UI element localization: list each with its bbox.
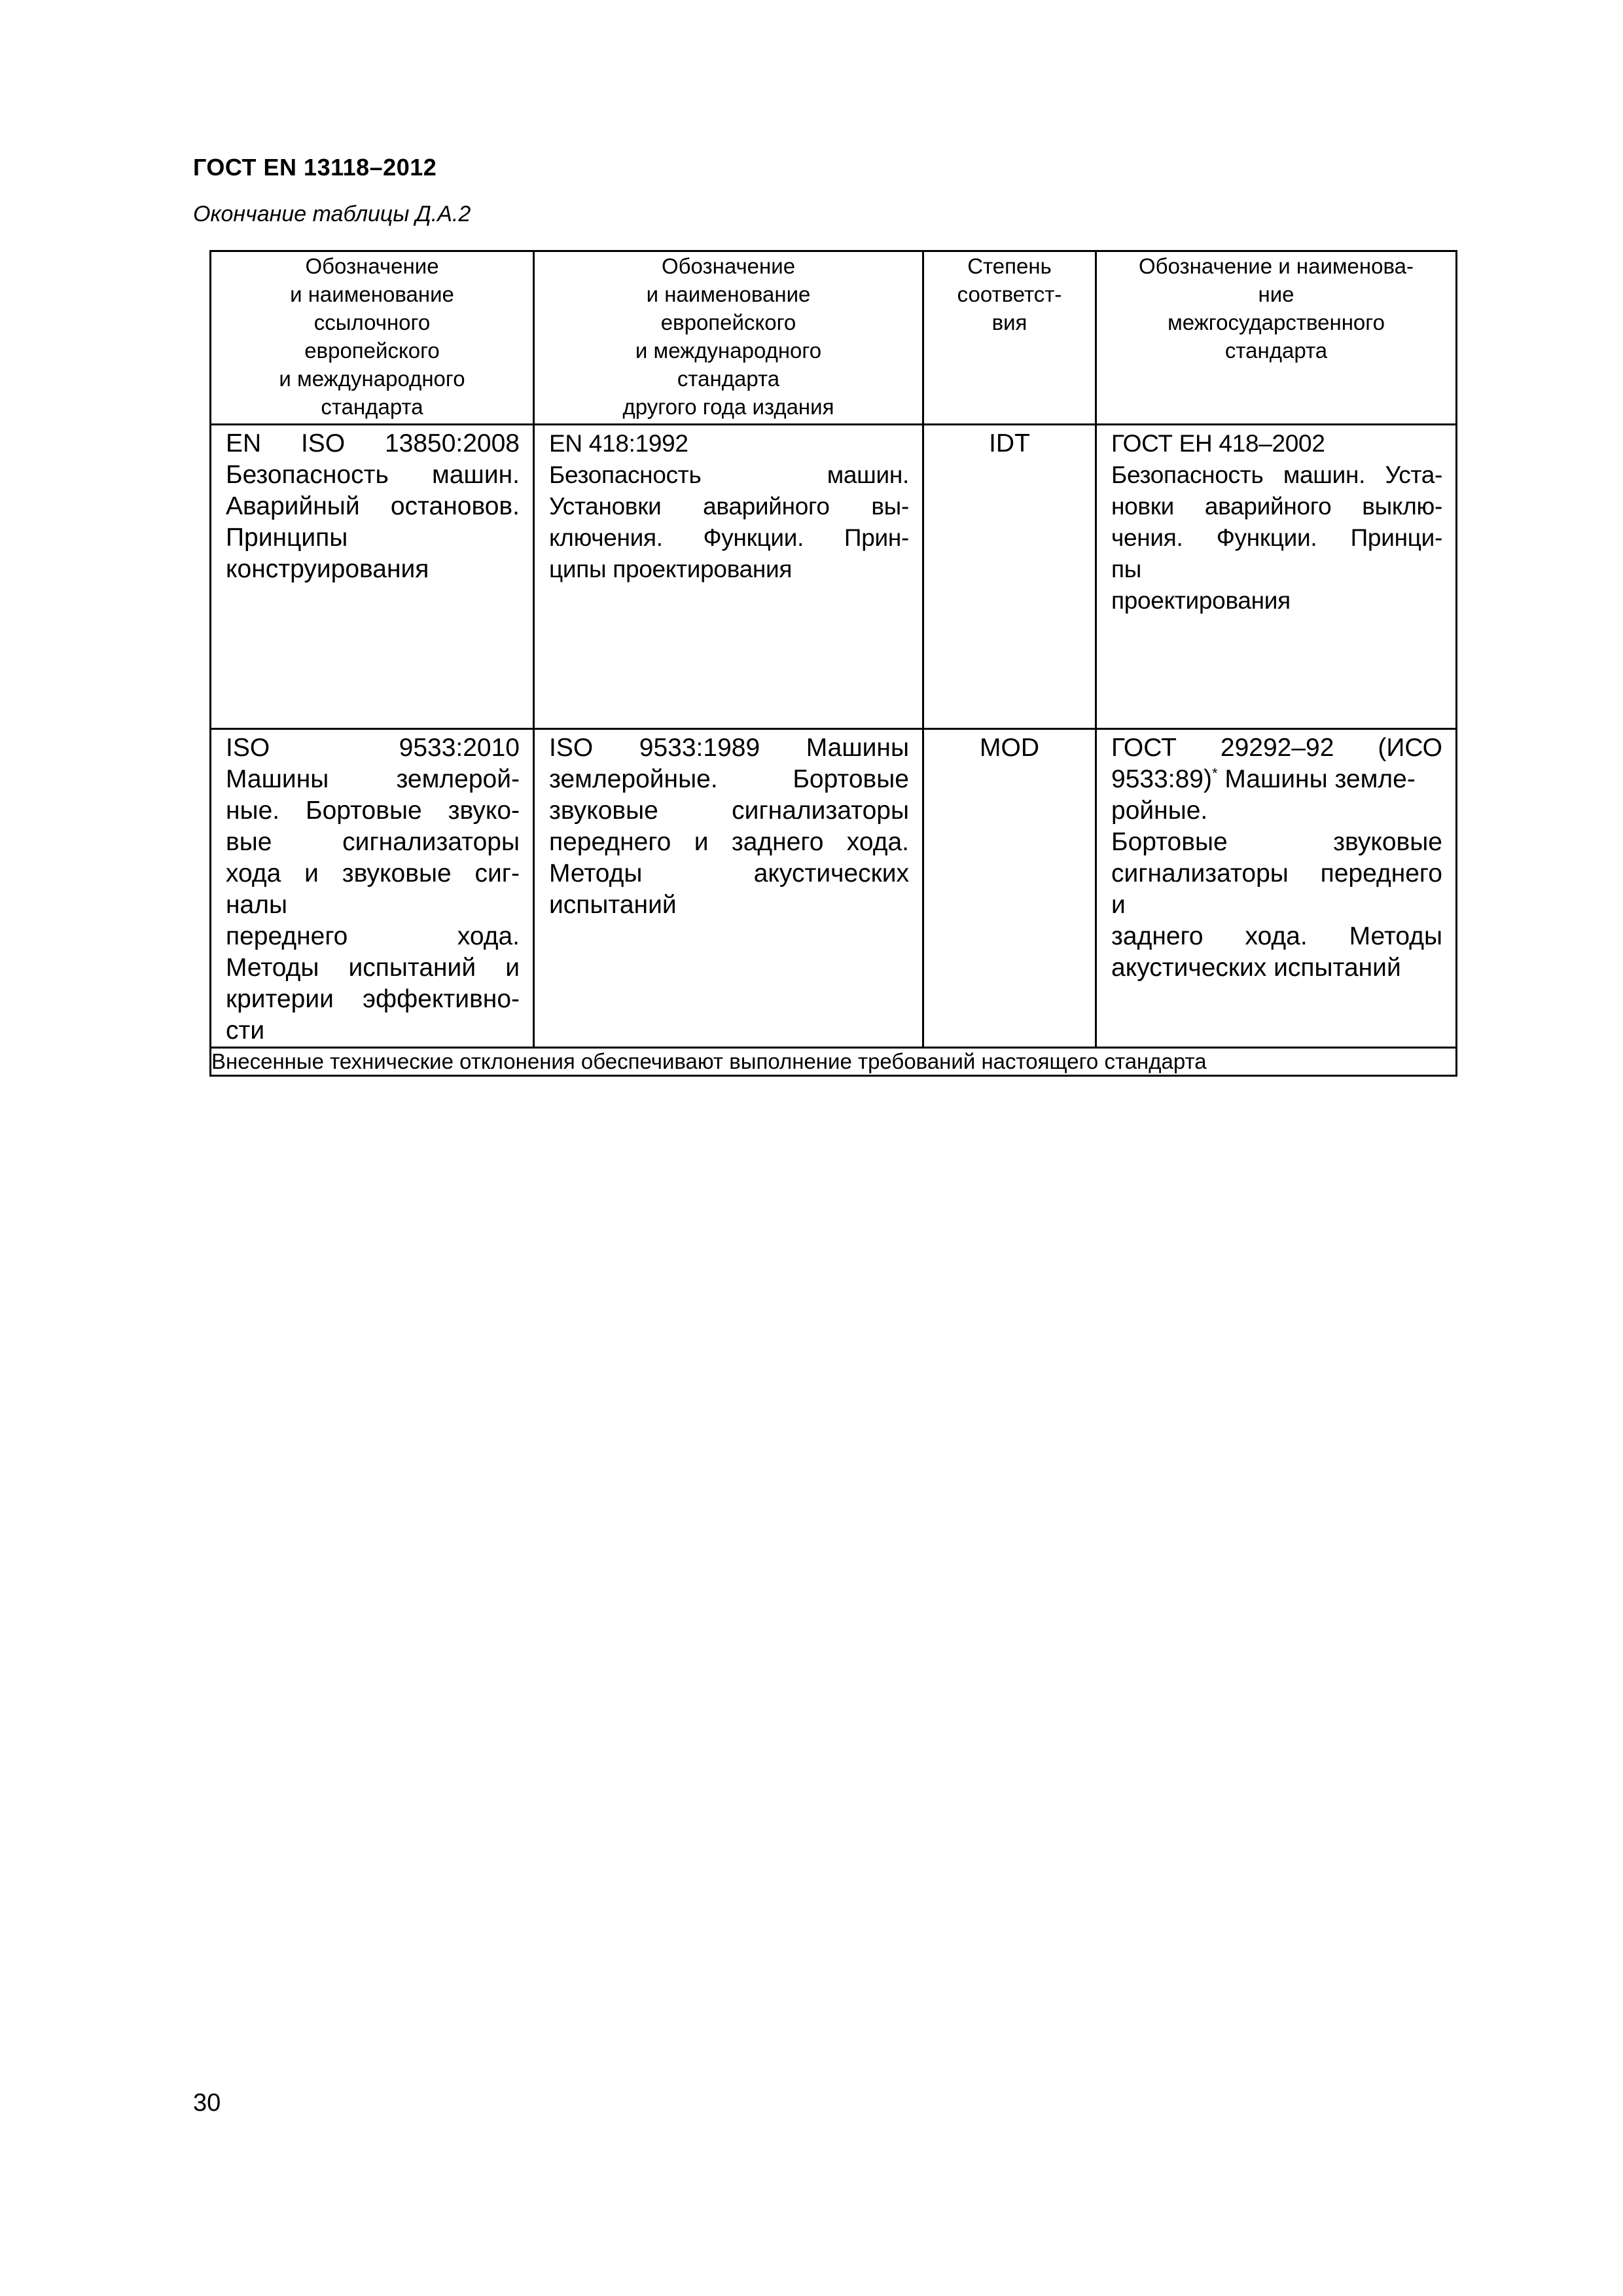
header-other-edition-standard <box>534 251 923 425</box>
cell-text-line: заднего хода. Методы <box>1111 922 1442 950</box>
table-row <box>211 729 1457 1048</box>
cell-reference-standard <box>211 729 534 1048</box>
cell-text-line: ссылочного <box>313 310 431 334</box>
cell-text-line: ние <box>1258 282 1294 306</box>
cell-text-line: сигнализаторы переднего <box>1111 859 1442 888</box>
cell-text-line: акустических испытаний <box>1111 954 1401 982</box>
cell-text-line: налы <box>226 891 288 919</box>
cell-text-line: Принципы <box>226 524 348 552</box>
cell-text-line: ципы проектирования <box>549 556 793 583</box>
cell-text-line: чения. Функции. Принци- <box>1111 524 1442 551</box>
cell-text-line: переднего и заднего хода. <box>549 828 909 856</box>
cell-text-line: Степень <box>967 254 1052 278</box>
interstate-line: ГОСТ 29292–92 (ИСО <box>1111 734 1442 762</box>
cell-text-line: ключения. Функции. Прин- <box>549 524 909 551</box>
cell-text-line: критерии эффективно- <box>226 985 520 1013</box>
cell-text-line: проектирования <box>1111 587 1291 614</box>
cell-interstate-standard <box>1096 425 1457 729</box>
cell-text-line: и наименование <box>646 282 811 306</box>
page-number: 30 <box>193 2089 221 2117</box>
cell-text-line: переднего хода. <box>226 922 520 950</box>
cell-text-line: и <box>1111 891 1126 919</box>
cell-text-line: вые сигнализаторы <box>226 828 520 856</box>
cell-text-line: и международного <box>279 367 465 391</box>
table-footnote: Внесенные технические отклонения обеспечивают выполнение требований настоящего стандарта <box>211 1048 1457 1076</box>
cell-text-line: и международного <box>635 338 822 363</box>
cell-text-line: хода и звуковые сиг- <box>226 859 520 888</box>
cell-degree <box>923 425 1096 729</box>
cell-text-line: конструирования <box>226 555 429 583</box>
cell-text-line: Обозначение <box>305 254 439 278</box>
header-degree-of-correspondence <box>923 251 1096 425</box>
cell-text-line: Безопасность машин. <box>226 461 520 489</box>
cell-reference-standard <box>211 425 534 729</box>
cell-text-line: EN 418:1992 <box>549 430 688 457</box>
table-row <box>211 425 1457 729</box>
cell-text-line: ГОСТ ЕН 418–2002 <box>1111 430 1325 457</box>
cell-text-line: ISO 9533:2010 <box>226 734 520 762</box>
cell-text-line: Обозначение и наименова- <box>1139 254 1414 278</box>
cell-text-line: соответст- <box>957 282 1062 306</box>
cell-text-line: межгосударственного <box>1168 310 1385 334</box>
cell-text-line: звуковые сигнализаторы <box>549 797 909 825</box>
cell-interstate-standard <box>1096 729 1457 1048</box>
cell-text-line: вия <box>991 310 1027 334</box>
cell-text-line: европейского <box>660 310 796 334</box>
table-caption: Окончание таблицы Д.А.2 <box>193 202 471 226</box>
cell-text-line: другого года издания <box>622 395 834 419</box>
cell-text-line: Машины землерой- <box>226 765 520 793</box>
cell-text-line: пы <box>1111 556 1142 583</box>
interstate-line: 9533:89)* Машины земле- <box>1111 765 1416 793</box>
cell-text-line: EN ISO 13850:2008 <box>226 429 520 457</box>
cell-text-line: стандарта <box>1224 338 1328 363</box>
table-header-row <box>211 251 1457 425</box>
cell-text-line: ные. Бортовые звуко- <box>226 797 520 825</box>
cell-text-line: Бортовые звуковые <box>1111 828 1442 856</box>
cell-text-line: Аварийный остановов. <box>226 492 520 520</box>
table-footnote-row <box>211 1048 1457 1076</box>
header-interstate-standard <box>1096 251 1457 425</box>
cell-text-line: европейского <box>304 338 440 363</box>
cell-text-line: Методы акустических <box>549 859 909 888</box>
degree-value: MOD <box>980 734 1039 762</box>
cell-text-line: ройные. <box>1111 797 1208 825</box>
cell-text-line: новки аварийного выклю- <box>1111 493 1442 520</box>
degree-value: IDT <box>989 429 1030 457</box>
cell-text-line: и наименование <box>290 282 454 306</box>
cell-text-line: ISO 9533:1989 Машины <box>549 734 909 762</box>
header-reference-standard <box>211 251 534 425</box>
cell-text-line: землеройные. Бортовые <box>549 765 909 793</box>
standards-table <box>209 250 1457 1077</box>
cell-text-line: Безопасность машин. <box>549 461 909 488</box>
cell-text-line: стандарта <box>321 395 423 419</box>
cell-degree <box>923 729 1096 1048</box>
cell-text-line: испытаний <box>549 891 677 919</box>
cell-text-line: сти <box>226 1016 265 1045</box>
cell-text-line: Установки аварийного вы- <box>549 493 909 520</box>
cell-other-edition-standard <box>534 425 923 729</box>
cell-text-line: Обозначение <box>661 254 796 278</box>
document-title: ГОСТ EN 13118–2012 <box>193 154 437 181</box>
cell-text-line: Безопасность машин. Уста- <box>1111 461 1442 488</box>
cell-text-line: Методы испытаний и <box>226 954 520 982</box>
footnote-mark: * <box>1211 765 1218 781</box>
cell-text-line: стандарта <box>677 367 780 391</box>
cell-other-edition-standard <box>534 729 923 1048</box>
